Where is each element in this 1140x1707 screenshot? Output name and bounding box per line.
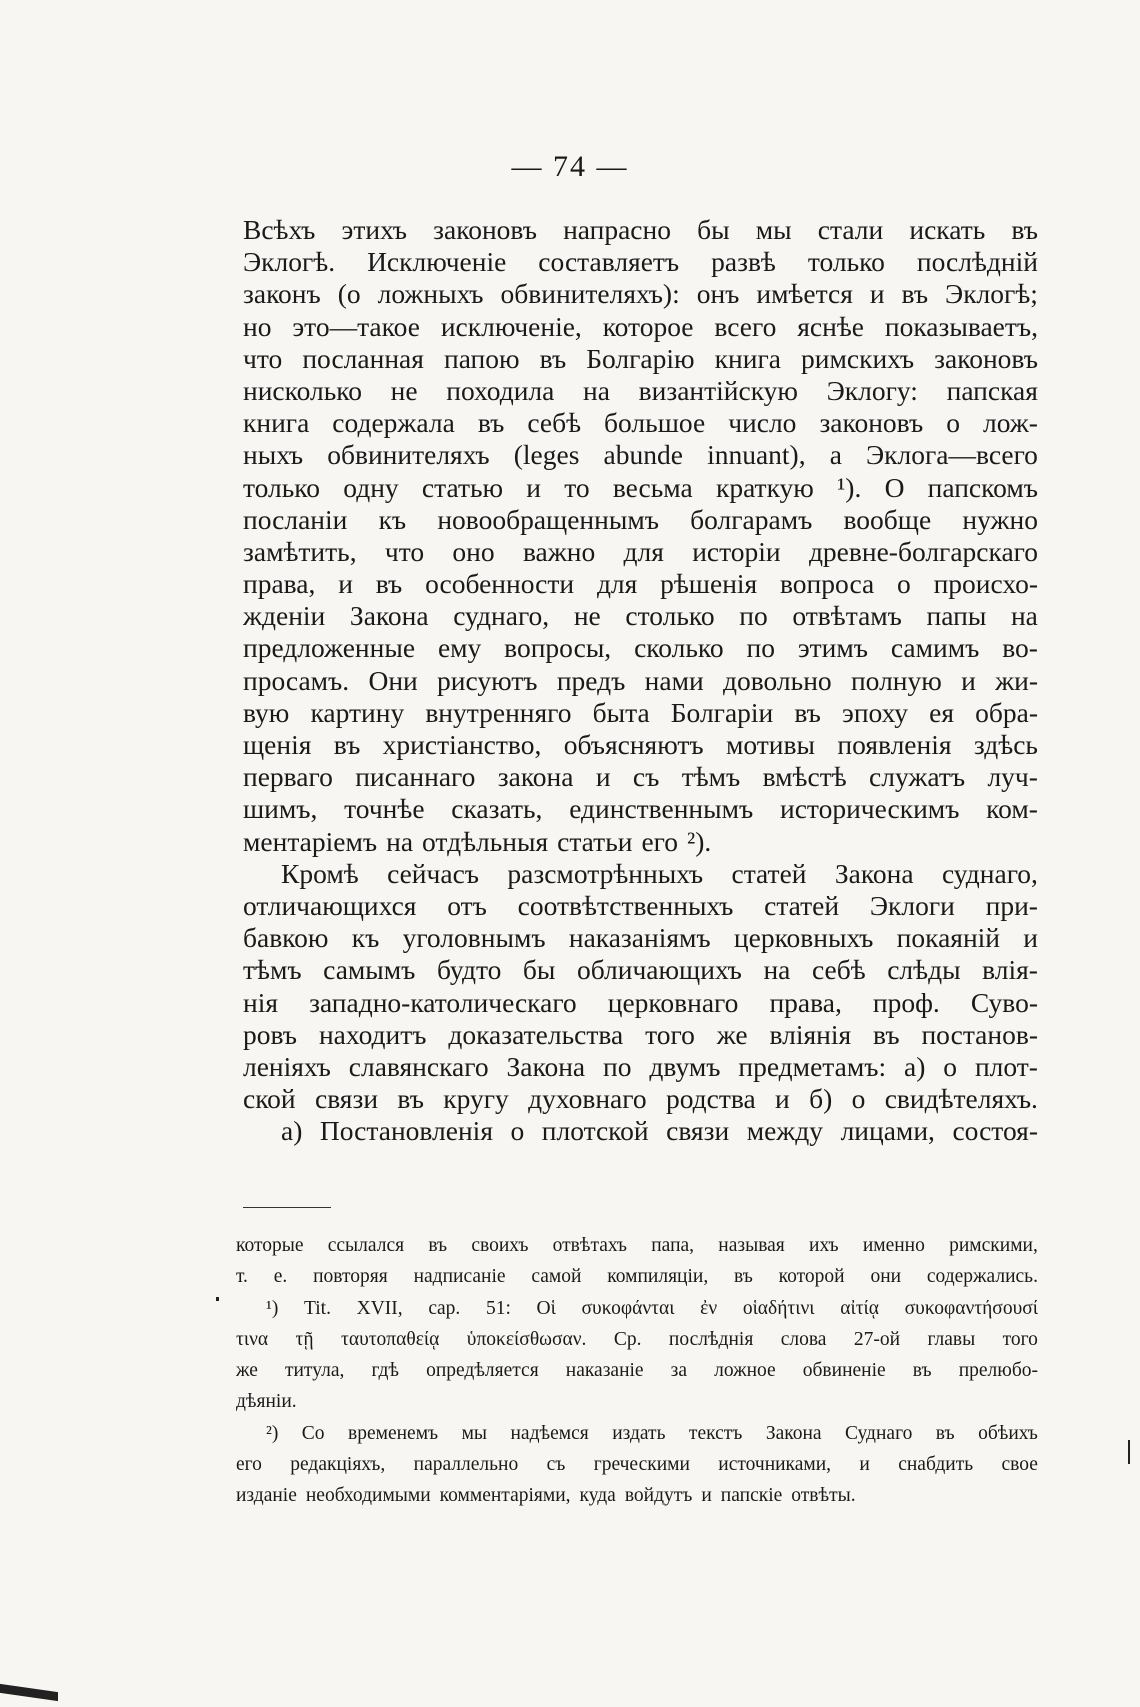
body-line: жденіи Закона суднаго, не столько по отвѣтамъ папы на — [243, 600, 1038, 632]
body-line: замѣтить, что оно важно для исторіи древне-болгарскаго — [243, 535, 1038, 567]
footnote-line: т. е. повторяя надписаніе самой компиляціи, въ которой они содержались. — [236, 1266, 1038, 1288]
footnote-line: которые ссылался въ своихъ отвѣтахъ папа, называя ихъ именно римскими, — [236, 1235, 1038, 1256]
footnote-rule — [243, 1207, 331, 1208]
body-line: посланіи къ новообращеннымъ болгарамъ вообще нужно — [243, 503, 1038, 535]
footnote-line: же титула, гдѣ опредѣляется наказаніе за ложное обвиненіе въ прелюбо- — [236, 1360, 1038, 1382]
body-line: ментаріемъ на отдѣльныя статьи его ²). — [243, 825, 712, 857]
body-line: перваго писаннаго закона и съ тѣмъ вмѣстѣ служатъ луч- — [243, 761, 1038, 793]
body-line: Кромѣ сейчасъ разсмотрѣнныхъ статей Закона суднаго, — [281, 857, 1038, 889]
footnote-line: ¹) Tit. XVII, cap. 51: Οἱ συκοφάνται ἐν οἱαδήτινι αἰτίᾳ συκοφαντήσουσί — [266, 1297, 1038, 1319]
body-line: ровъ находитъ доказательства того же вліянія въ постанов- — [243, 1018, 1038, 1050]
body-line: предложенные ему вопросы, сколько по этимъ самимъ во- — [243, 632, 1038, 664]
body-line: ныхъ обвинителяхъ (leges abunde innuant), а Эклога—всего — [243, 439, 1038, 471]
body-line: только одну статью и то весьма краткую ¹). О папскомъ — [243, 471, 1038, 503]
footnote-line: ²) Со временемъ мы надѣемся издать текстъ Закона Суднаго въ обѣихъ — [266, 1422, 1038, 1444]
body-text — [243, 214, 1038, 1147]
body-line: ской связи въ кругу духовнаго родства и б) о свидѣтеляхъ. — [243, 1083, 1038, 1115]
body-line: Всѣхъ этихъ законовъ напрасно бы мы стали искать въ — [243, 214, 1038, 245]
scan-speck — [216, 1297, 219, 1301]
body-line: нія западно-католическаго церковнаго права, проф. Суво- — [243, 986, 1038, 1018]
body-line: нисколько не походила на византійскую Эклогу: папская — [243, 374, 1038, 406]
footnote-line: его редакціяхъ, параллельно съ греческими источниками, и снабдить свое — [236, 1454, 1038, 1476]
scan-mark-bottom-left — [0, 1684, 58, 1701]
footnote-line: дѣяніи. — [236, 1391, 297, 1413]
body-line: леніяхъ славянскаго Закона по двумъ предметамъ: а) о плот- — [243, 1050, 1038, 1082]
scan-mark-right — [1128, 1440, 1130, 1464]
page-number: — 74 — — [511, 150, 629, 183]
body-line: права, и въ особенности для рѣшенія вопроса о происхо- — [243, 568, 1038, 600]
body-line: Эклогѣ. Исключеніе составляетъ развѣ только послѣдній — [243, 246, 1038, 278]
footnote-line: τινα τῇ ταυτοπαθείᾳ ὑποκείσθωσαν. Ср. послѣднія слова 27-ой главы того — [236, 1328, 1038, 1350]
body-line: тѣмъ самымъ будто бы обличающихъ на себѣ слѣды влія- — [243, 954, 1038, 986]
body-line: отличающихся отъ соотвѣтственныхъ статей Эклоги при- — [243, 889, 1038, 921]
body-line: вую картину внутренняго быта Болгаріи въ эпоху ея обра- — [243, 696, 1038, 728]
body-line: книга содержала въ себѣ большое число законовъ о лож- — [243, 407, 1038, 439]
body-line: просамъ. Они рисуютъ предъ нами довольно полную и жи- — [243, 664, 1038, 696]
body-line: но это—такое исключеніе, которое всего яснѣе показываетъ, — [243, 310, 1038, 342]
footnotes — [236, 1230, 1038, 1512]
footnote-line: изданіе необходимыми комментаріями, куда войдутъ и папскіе отвѣты. — [236, 1485, 856, 1507]
body-line: бавкою къ уголовнымъ наказаніямъ церковныхъ покаяній и — [243, 922, 1038, 954]
body-line: шимъ, точнѣе сказать, единственнымъ историческимъ ком- — [243, 793, 1038, 825]
body-line: законъ (о ложныхъ обвинителяхъ): онъ имѣется и въ Эклогѣ; — [243, 278, 1038, 310]
body-line: что посланная папою въ Болгарію книга римскихъ законовъ — [243, 342, 1038, 374]
body-line: щенія въ христіанство, объясняютъ мотивы появленія здѣсь — [243, 729, 1038, 760]
body-line: а) Постановленія о плотской связи между лицами, состоя- — [281, 1115, 1038, 1147]
